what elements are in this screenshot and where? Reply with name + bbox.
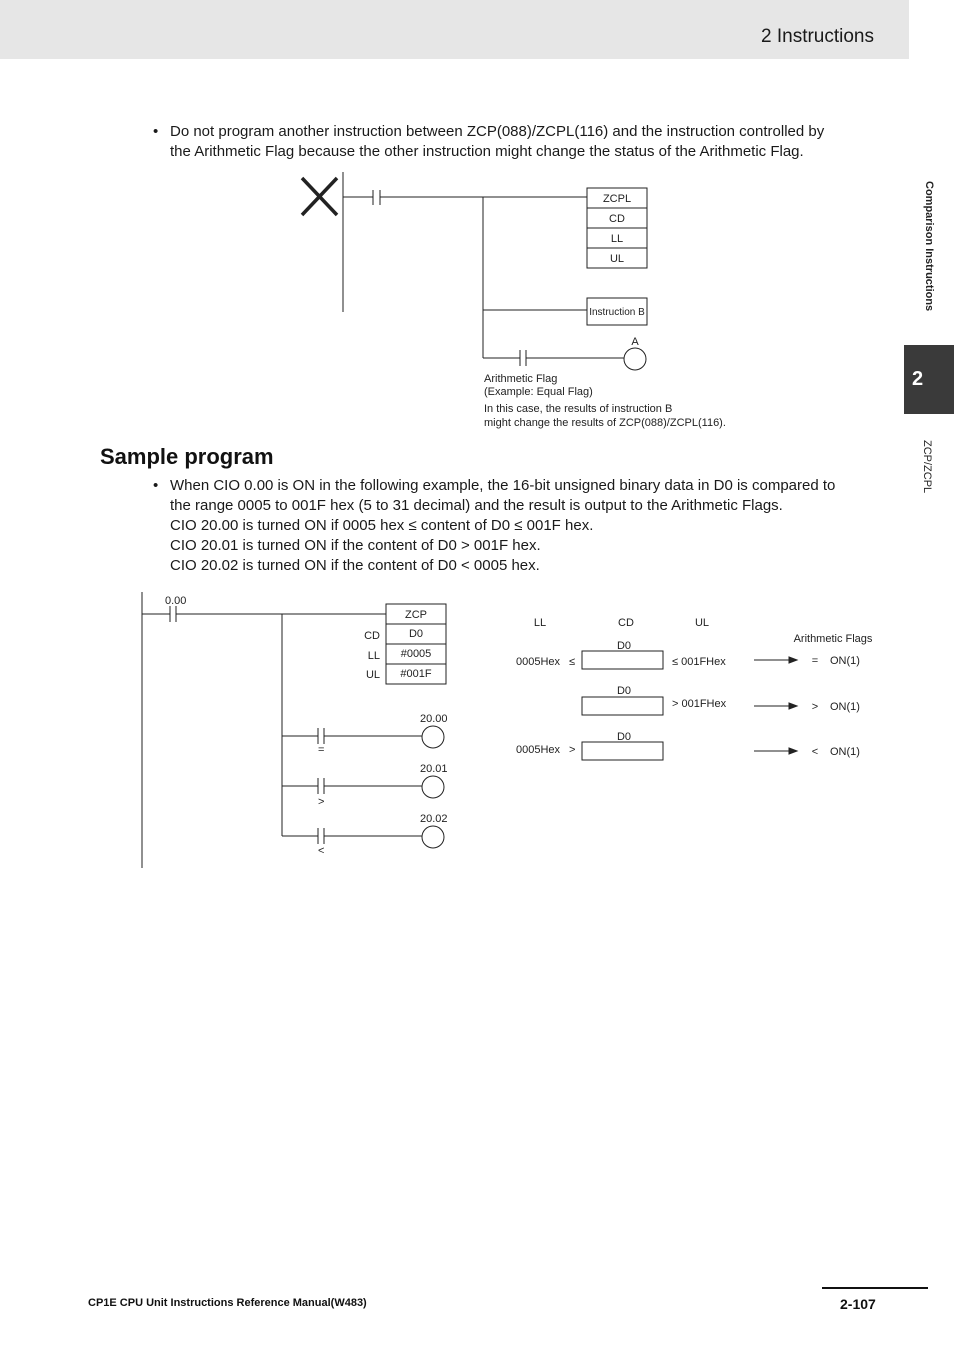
flag-symbol: < — [318, 845, 325, 857]
flag-caption: Arithmetic Flag — [484, 373, 558, 385]
output-coil-2001 — [422, 776, 444, 798]
column-ll-label: LL — [533, 617, 547, 629]
diagram-note: might change the results of ZCP(088)/ZCPL(116). — [484, 417, 726, 429]
chapter-number-tab — [904, 345, 954, 414]
flag-caption: (Example: Equal Flag) — [484, 386, 593, 398]
instruction-b-block — [587, 298, 647, 325]
comparison-right-value: ≤ 001FHex — [672, 656, 726, 668]
bullet-text — [170, 122, 824, 162]
greater-flag-contact — [318, 778, 324, 794]
arrow-right-icon — [789, 657, 797, 663]
footer-rule — [822, 1287, 928, 1289]
output-address: 20.02 — [420, 813, 448, 825]
prohibited-x-icon — [302, 178, 337, 215]
footer-page-number: 2-107 — [840, 1296, 876, 1312]
zcp-instruction-block — [386, 604, 446, 684]
comparison-box-label: D0 — [616, 731, 632, 743]
operand-value: D0 — [408, 628, 424, 640]
comparison-result: ON(1) — [830, 746, 860, 758]
operand-label: UL — [365, 669, 380, 681]
d0-box — [582, 742, 663, 760]
bullet-text-line: CIO 20.01 is turned ON if the content of D0 > 001F hex. — [170, 537, 541, 554]
no-contact-symbol — [373, 190, 380, 205]
incorrect-example-diagram — [302, 172, 647, 370]
operand-label: CD — [609, 213, 625, 225]
bullet-text — [170, 476, 835, 576]
output-address: 20.00 — [420, 713, 448, 725]
comparison-right-value: > 001FHex — [672, 698, 727, 710]
arrow-right-icon — [789, 748, 797, 754]
instruction-b-label: Instruction B — [589, 307, 645, 318]
bullet-text-line: the Arithmetic Flag because the other instruction might change the status of the Arithmetic Flag. — [170, 143, 804, 160]
comparison-result: ON(1) — [830, 701, 860, 713]
result-arrows — [754, 657, 797, 754]
bullet-text-line: When CIO 0.00 is ON in the following example, the 16-bit unsigned binary data in D0 is compared to — [170, 477, 836, 494]
zcpl-label: ZCPL — [602, 193, 632, 205]
side-tab-instruction-label: ZCP/ZCPL — [921, 440, 933, 494]
less-flag-contact — [318, 828, 324, 844]
flag-symbol: = — [318, 744, 325, 756]
operand-label: LL — [610, 233, 624, 245]
output-a-label: A — [631, 336, 639, 348]
output-coil-2000 — [422, 726, 444, 748]
column-ul-label: UL — [694, 617, 710, 629]
diagram-note: In this case, the results of instruction B — [484, 403, 673, 415]
input-contact-label: 0.00 — [165, 595, 187, 607]
flag-symbol: > — [318, 796, 325, 808]
arithmetic-flags-title: Arithmetic Flags — [793, 633, 873, 645]
comparison-boxes — [582, 651, 663, 760]
comparison-left-operator: ≤ — [569, 656, 576, 668]
comparison-left-operator: > — [569, 744, 576, 756]
footer-manual-title: CP1E CPU Unit Instructions Reference Manual(W483) — [88, 1297, 367, 1309]
arrow-right-icon — [789, 703, 797, 709]
input-contact-symbol — [170, 606, 176, 622]
output-coil-a — [624, 348, 646, 370]
d0-box — [582, 651, 663, 669]
operand-value: #001F — [400, 668, 432, 680]
warning-bullet — [153, 122, 893, 164]
comparison-result: ON(1) — [830, 655, 860, 667]
operand-label: CD — [364, 630, 380, 642]
section-heading: Sample program — [100, 444, 274, 469]
chapter-header-title: 2 Instructions — [761, 26, 874, 47]
side-tab-section-label: Comparison Instructions — [923, 181, 935, 312]
bullet-text-line: Do not program another instruction between ZCP(088)/ZCPL(116) and the instruction controlled by — [170, 123, 825, 140]
bullet-marker: • — [153, 123, 159, 140]
comparison-left-value: 0005Hex — [516, 656, 561, 668]
bullet-text-line: CIO 20.02 is turned ON if the content of D0 < 0005 hex. — [170, 557, 540, 574]
comparison-left-value: 0005Hex — [516, 744, 561, 756]
operand-label: LL — [367, 650, 380, 662]
bullet-text-line: the range 0005 to 001F hex (5 to 31 decimal) and the result is output to the Arithmetic Flags. — [170, 497, 783, 514]
zcpl-instruction-block — [587, 188, 647, 268]
arithmetic-flag-contact — [520, 350, 526, 366]
comparison-flag: = — [811, 655, 819, 667]
chapter-number: 2 — [912, 368, 924, 390]
output-coil-2002 — [422, 826, 444, 848]
column-cd-label: CD — [618, 617, 634, 629]
bullet-marker: • — [153, 477, 159, 494]
comparison-flag: < — [811, 746, 819, 758]
comparison-box-label: D0 — [616, 640, 632, 652]
bullet-text-line: CIO 20.00 is turned ON if 0005 hex ≤ content of D0 ≤ 001F hex. — [170, 517, 594, 534]
sample-ladder-diagram — [142, 592, 446, 868]
operand-value: #0005 — [400, 648, 432, 660]
equal-flag-contact — [318, 728, 324, 744]
d0-box — [582, 697, 663, 715]
comparison-box-label: D0 — [616, 685, 632, 697]
sample-bullet — [153, 476, 893, 576]
zcp-label: ZCP — [405, 609, 427, 621]
comparison-flag: > — [811, 701, 819, 713]
operand-label: UL — [609, 253, 625, 265]
output-address: 20.01 — [420, 763, 448, 775]
